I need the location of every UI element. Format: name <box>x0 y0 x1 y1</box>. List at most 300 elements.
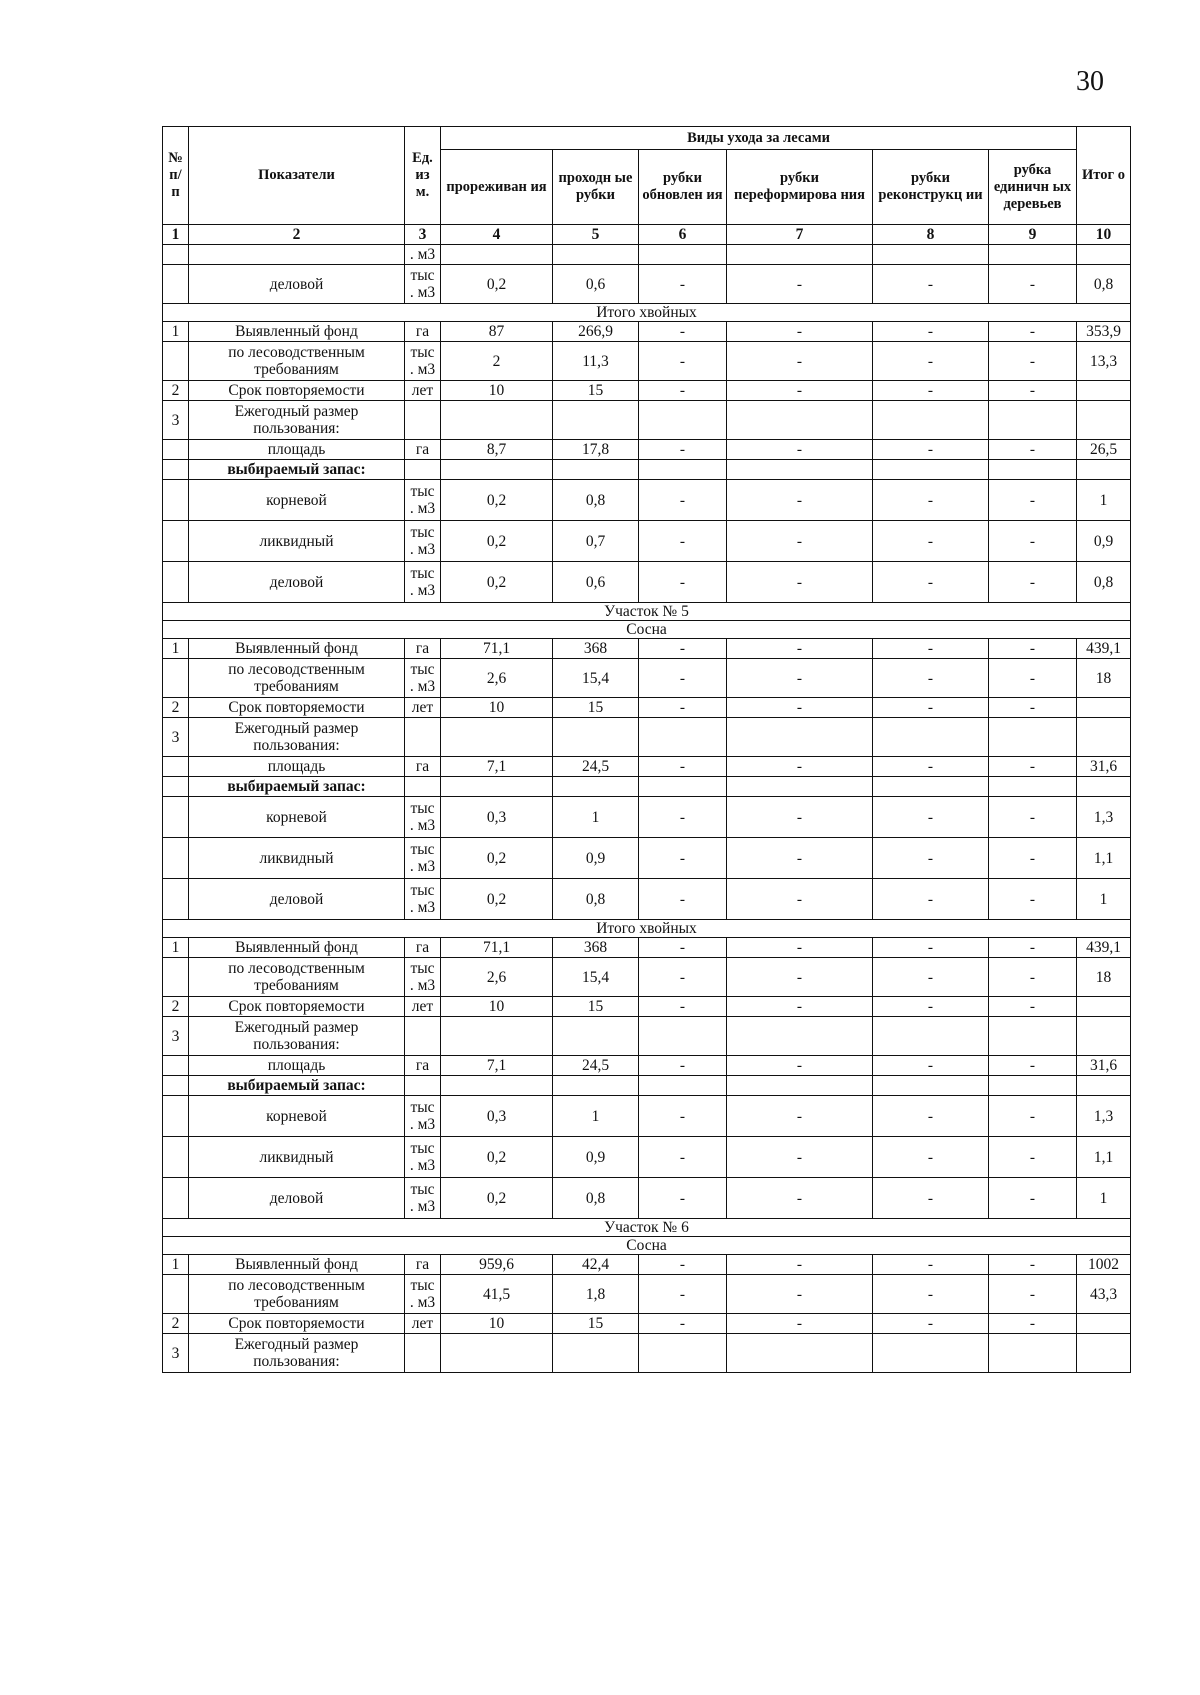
row-unit: тыс . м3 <box>405 1096 441 1137</box>
value-reform <box>727 460 873 480</box>
value-renewal: - <box>639 521 727 562</box>
row-unit: . м3 <box>405 245 441 265</box>
value-passage: 1,8 <box>553 1275 639 1314</box>
value-reconstr: - <box>873 879 989 920</box>
value-single: - <box>989 659 1077 698</box>
value-thinning <box>441 718 553 757</box>
row-label: деловой <box>189 562 405 603</box>
value-thinning: 0,3 <box>441 1096 553 1137</box>
row-number <box>163 460 189 480</box>
section-title: Участок № 5 <box>163 603 1131 621</box>
value-total <box>1077 245 1131 265</box>
value-thinning: 71,1 <box>441 639 553 659</box>
row-number <box>163 342 189 381</box>
row-unit: тыс . м3 <box>405 879 441 920</box>
col-number: 4 <box>441 225 553 245</box>
value-renewal: - <box>639 381 727 401</box>
row-label: выбираемый запас: <box>189 460 405 480</box>
value-reform: - <box>727 879 873 920</box>
value-reform <box>727 1334 873 1373</box>
value-thinning: 71,1 <box>441 938 553 958</box>
row-label: площадь <box>189 757 405 777</box>
row-number <box>163 958 189 997</box>
row-label: Ежегодный размер пользования: <box>189 401 405 440</box>
value-total: 0,9 <box>1077 521 1131 562</box>
row-number <box>163 838 189 879</box>
value-thinning: 0,2 <box>441 480 553 521</box>
value-total: 439,1 <box>1077 639 1131 659</box>
table-row <box>163 460 1131 480</box>
value-thinning: 10 <box>441 997 553 1017</box>
value-total <box>1077 1017 1131 1056</box>
row-unit: га <box>405 757 441 777</box>
value-renewal <box>639 1076 727 1096</box>
table-row <box>163 997 1131 1017</box>
value-single: - <box>989 958 1077 997</box>
row-number <box>163 659 189 698</box>
table-row <box>163 342 1131 381</box>
section-title: Участок № 6 <box>163 1219 1131 1237</box>
value-reconstr: - <box>873 521 989 562</box>
value-reform: - <box>727 1178 873 1219</box>
value-total: 353,9 <box>1077 322 1131 342</box>
value-total <box>1077 1334 1131 1373</box>
header-col-single: рубка единичн ых деревьев <box>989 150 1077 225</box>
value-thinning: 0,2 <box>441 879 553 920</box>
value-reconstr: - <box>873 639 989 659</box>
value-renewal: - <box>639 342 727 381</box>
table-row <box>163 1314 1131 1334</box>
value-passage: 0,8 <box>553 480 639 521</box>
value-passage <box>553 777 639 797</box>
table-row <box>163 245 1131 265</box>
row-label: Выявленный фонд <box>189 938 405 958</box>
value-passage: 24,5 <box>553 1056 639 1076</box>
value-renewal: - <box>639 938 727 958</box>
value-thinning: 8,7 <box>441 440 553 460</box>
value-reform: - <box>727 838 873 879</box>
row-unit: лет <box>405 1314 441 1334</box>
row-unit: га <box>405 440 441 460</box>
value-renewal: - <box>639 1178 727 1219</box>
value-passage: 15 <box>553 997 639 1017</box>
value-reform: - <box>727 1275 873 1314</box>
value-reconstr: - <box>873 562 989 603</box>
header-col-unit: Ед. из м. <box>405 127 441 225</box>
value-reform: - <box>727 1314 873 1334</box>
table-row <box>163 757 1131 777</box>
table-row <box>163 838 1131 879</box>
table-row <box>163 1017 1131 1056</box>
table-row <box>163 1255 1131 1275</box>
value-reconstr: - <box>873 342 989 381</box>
column-numbers-row <box>163 225 1131 245</box>
value-single: - <box>989 879 1077 920</box>
value-total: 1,3 <box>1077 1096 1131 1137</box>
value-total <box>1077 1076 1131 1096</box>
value-reform <box>727 777 873 797</box>
table-header <box>163 127 1131 245</box>
value-total <box>1077 460 1131 480</box>
value-passage: 0,8 <box>553 879 639 920</box>
col-number: 7 <box>727 225 873 245</box>
value-reconstr <box>873 777 989 797</box>
table-row <box>163 777 1131 797</box>
value-single: - <box>989 797 1077 838</box>
table-row <box>163 958 1131 997</box>
value-renewal <box>639 460 727 480</box>
value-thinning: 41,5 <box>441 1275 553 1314</box>
value-reform <box>727 245 873 265</box>
value-reform: - <box>727 997 873 1017</box>
value-single: - <box>989 1096 1077 1137</box>
value-reconstr <box>873 1076 989 1096</box>
value-reconstr: - <box>873 757 989 777</box>
value-single <box>989 718 1077 757</box>
row-unit: лет <box>405 698 441 718</box>
row-number: 3 <box>163 1334 189 1373</box>
value-renewal: - <box>639 322 727 342</box>
table-row <box>163 938 1131 958</box>
value-single: - <box>989 480 1077 521</box>
value-reform <box>727 1076 873 1096</box>
value-passage: 368 <box>553 938 639 958</box>
table-row <box>163 265 1131 304</box>
table-row <box>163 562 1131 603</box>
value-single: - <box>989 997 1077 1017</box>
table-row <box>163 440 1131 460</box>
table-row <box>163 1056 1131 1076</box>
value-single: - <box>989 342 1077 381</box>
row-label: площадь <box>189 440 405 460</box>
table-row <box>163 401 1131 440</box>
row-number: 1 <box>163 1255 189 1275</box>
value-thinning: 7,1 <box>441 1056 553 1076</box>
row-label: Выявленный фонд <box>189 322 405 342</box>
section-title: Итого хвойных <box>163 304 1131 322</box>
value-reform: - <box>727 381 873 401</box>
row-unit: тыс . м3 <box>405 265 441 304</box>
section-row <box>163 1237 1131 1255</box>
value-passage: 0,6 <box>553 265 639 304</box>
row-label: корневой <box>189 480 405 521</box>
value-reconstr: - <box>873 322 989 342</box>
row-label: Срок повторяемости <box>189 997 405 1017</box>
value-reform <box>727 718 873 757</box>
row-label: деловой <box>189 265 405 304</box>
value-reform: - <box>727 659 873 698</box>
value-reconstr <box>873 1334 989 1373</box>
row-unit: тыс . м3 <box>405 342 441 381</box>
value-single: - <box>989 639 1077 659</box>
value-passage: 17,8 <box>553 440 639 460</box>
value-single: - <box>989 381 1077 401</box>
forest-care-table <box>162 126 1131 1373</box>
table-row <box>163 718 1131 757</box>
value-renewal: - <box>639 698 727 718</box>
header-col-reform: рубки переформирова ния <box>727 150 873 225</box>
row-unit: тыс . м3 <box>405 521 441 562</box>
row-number <box>163 879 189 920</box>
value-reconstr: - <box>873 938 989 958</box>
value-renewal: - <box>639 659 727 698</box>
col-number: 5 <box>553 225 639 245</box>
value-renewal: - <box>639 562 727 603</box>
row-unit: тыс . м3 <box>405 1275 441 1314</box>
row-number: 3 <box>163 401 189 440</box>
row-number: 3 <box>163 718 189 757</box>
value-passage <box>553 245 639 265</box>
table-row <box>163 879 1131 920</box>
value-total: 1 <box>1077 879 1131 920</box>
col-number: 8 <box>873 225 989 245</box>
value-total: 31,6 <box>1077 757 1131 777</box>
value-passage <box>553 401 639 440</box>
value-reform: - <box>727 1255 873 1275</box>
row-label: выбираемый запас: <box>189 777 405 797</box>
row-number <box>163 265 189 304</box>
row-unit <box>405 1076 441 1096</box>
row-label: выбираемый запас: <box>189 1076 405 1096</box>
value-renewal <box>639 245 727 265</box>
table-row <box>163 1137 1131 1178</box>
value-single: - <box>989 1314 1077 1334</box>
row-number: 1 <box>163 938 189 958</box>
row-label <box>189 245 405 265</box>
row-unit <box>405 718 441 757</box>
value-thinning: 2 <box>441 342 553 381</box>
row-number <box>163 440 189 460</box>
row-label: по лесоводственным требованиям <box>189 342 405 381</box>
row-number <box>163 1137 189 1178</box>
col-number: 2 <box>189 225 405 245</box>
value-total <box>1077 698 1131 718</box>
table-row <box>163 322 1131 342</box>
value-thinning <box>441 245 553 265</box>
row-number: 2 <box>163 698 189 718</box>
table-row <box>163 480 1131 521</box>
row-label: Ежегодный размер пользования: <box>189 1334 405 1373</box>
value-reform: - <box>727 265 873 304</box>
header-col-passage: проходн ые рубки <box>553 150 639 225</box>
value-reconstr: - <box>873 1056 989 1076</box>
value-passage: 0,6 <box>553 562 639 603</box>
row-unit: га <box>405 938 441 958</box>
row-number <box>163 1275 189 1314</box>
value-passage: 0,8 <box>553 1178 639 1219</box>
value-reconstr: - <box>873 1275 989 1314</box>
value-single: - <box>989 1275 1077 1314</box>
value-reconstr: - <box>873 958 989 997</box>
section-title: Сосна <box>163 621 1131 639</box>
row-label: Срок повторяемости <box>189 698 405 718</box>
value-renewal: - <box>639 440 727 460</box>
value-passage: 15 <box>553 698 639 718</box>
row-unit <box>405 777 441 797</box>
value-single: - <box>989 757 1077 777</box>
value-total: 18 <box>1077 659 1131 698</box>
row-label: Срок повторяемости <box>189 1314 405 1334</box>
section-title: Итого хвойных <box>163 920 1131 938</box>
value-passage: 0,7 <box>553 521 639 562</box>
value-thinning: 0,2 <box>441 1137 553 1178</box>
value-passage: 42,4 <box>553 1255 639 1275</box>
value-thinning: 2,6 <box>441 958 553 997</box>
value-single <box>989 460 1077 480</box>
table-body <box>163 245 1131 1373</box>
value-reform: - <box>727 639 873 659</box>
value-single: - <box>989 1178 1077 1219</box>
value-total: 26,5 <box>1077 440 1131 460</box>
row-number: 1 <box>163 639 189 659</box>
row-unit: лет <box>405 381 441 401</box>
col-number: 9 <box>989 225 1077 245</box>
row-number <box>163 245 189 265</box>
row-label: деловой <box>189 879 405 920</box>
value-total: 439,1 <box>1077 938 1131 958</box>
value-reconstr: - <box>873 440 989 460</box>
value-renewal: - <box>639 797 727 838</box>
row-unit: га <box>405 322 441 342</box>
value-reform: - <box>727 757 873 777</box>
row-unit: тыс . м3 <box>405 562 441 603</box>
header-col-thinning: прореживан ия <box>441 150 553 225</box>
value-reform: - <box>727 698 873 718</box>
col-number: 3 <box>405 225 441 245</box>
value-thinning <box>441 401 553 440</box>
value-single: - <box>989 938 1077 958</box>
value-renewal: - <box>639 1255 727 1275</box>
value-total <box>1077 718 1131 757</box>
row-label: ликвидный <box>189 521 405 562</box>
row-number <box>163 797 189 838</box>
value-renewal: - <box>639 757 727 777</box>
value-renewal <box>639 1017 727 1056</box>
value-reform: - <box>727 521 873 562</box>
value-renewal: - <box>639 1314 727 1334</box>
header-col-total: Итог о <box>1077 127 1131 225</box>
row-unit: тыс . м3 <box>405 480 441 521</box>
value-thinning: 0,2 <box>441 521 553 562</box>
row-label: Ежегодный размер пользования: <box>189 718 405 757</box>
value-reform: - <box>727 938 873 958</box>
value-single <box>989 777 1077 797</box>
value-single: - <box>989 1255 1077 1275</box>
value-single <box>989 401 1077 440</box>
value-renewal: - <box>639 480 727 521</box>
header-col-reconstr: рубки реконструкц ии <box>873 150 989 225</box>
value-thinning: 0,2 <box>441 562 553 603</box>
value-single <box>989 1017 1077 1056</box>
value-passage: 0,9 <box>553 1137 639 1178</box>
row-unit <box>405 401 441 440</box>
section-title: Сосна <box>163 1237 1131 1255</box>
value-renewal: - <box>639 1056 727 1076</box>
row-number <box>163 1178 189 1219</box>
value-thinning <box>441 1076 553 1096</box>
value-reform: - <box>727 1056 873 1076</box>
row-unit: тыс . м3 <box>405 797 441 838</box>
col-number: 6 <box>639 225 727 245</box>
value-reform: - <box>727 440 873 460</box>
value-reconstr <box>873 460 989 480</box>
value-passage <box>553 1334 639 1373</box>
value-total: 0,8 <box>1077 562 1131 603</box>
row-unit: тыс . м3 <box>405 659 441 698</box>
value-single <box>989 1334 1077 1373</box>
value-passage: 1 <box>553 797 639 838</box>
section-row <box>163 621 1131 639</box>
value-passage: 24,5 <box>553 757 639 777</box>
value-renewal: - <box>639 1275 727 1314</box>
value-reform: - <box>727 562 873 603</box>
table-row <box>163 659 1131 698</box>
value-reconstr: - <box>873 997 989 1017</box>
row-unit <box>405 1334 441 1373</box>
value-thinning: 10 <box>441 698 553 718</box>
row-label: Срок повторяемости <box>189 381 405 401</box>
value-passage: 15,4 <box>553 958 639 997</box>
value-thinning: 0,2 <box>441 265 553 304</box>
header-col-renewal: рубки обновлен ия <box>639 150 727 225</box>
value-passage <box>553 1017 639 1056</box>
value-thinning: 87 <box>441 322 553 342</box>
value-reform: - <box>727 797 873 838</box>
row-label: корневой <box>189 797 405 838</box>
value-reform: - <box>727 322 873 342</box>
value-reform: - <box>727 1137 873 1178</box>
section-row <box>163 920 1131 938</box>
value-total: 1 <box>1077 1178 1131 1219</box>
section-row <box>163 1219 1131 1237</box>
row-number: 3 <box>163 1017 189 1056</box>
row-number: 2 <box>163 997 189 1017</box>
value-renewal <box>639 401 727 440</box>
row-label: Ежегодный размер пользования: <box>189 1017 405 1056</box>
value-single: - <box>989 838 1077 879</box>
row-unit: тыс . м3 <box>405 1178 441 1219</box>
value-thinning: 0,3 <box>441 797 553 838</box>
row-number: 1 <box>163 322 189 342</box>
value-reconstr <box>873 245 989 265</box>
value-total: 43,3 <box>1077 1275 1131 1314</box>
value-total: 31,6 <box>1077 1056 1131 1076</box>
value-passage <box>553 460 639 480</box>
value-reconstr: - <box>873 1178 989 1219</box>
value-single <box>989 1076 1077 1096</box>
value-total: 0,8 <box>1077 265 1131 304</box>
table-row <box>163 1096 1131 1137</box>
row-number <box>163 757 189 777</box>
section-row <box>163 304 1131 322</box>
value-passage: 1 <box>553 1096 639 1137</box>
value-renewal: - <box>639 958 727 997</box>
header-group-title: Виды ухода за лесами <box>441 127 1077 150</box>
row-unit <box>405 460 441 480</box>
value-total <box>1077 401 1131 440</box>
header-col-indicator: Показатели <box>189 127 405 225</box>
row-unit: тыс . м3 <box>405 838 441 879</box>
value-passage: 0,9 <box>553 838 639 879</box>
value-single: - <box>989 562 1077 603</box>
value-reconstr: - <box>873 381 989 401</box>
row-unit: га <box>405 1255 441 1275</box>
value-total: 1,3 <box>1077 797 1131 838</box>
value-total: 1,1 <box>1077 1137 1131 1178</box>
value-thinning: 2,6 <box>441 659 553 698</box>
row-unit: тыс . м3 <box>405 958 441 997</box>
row-label: по лесоводственным требованиям <box>189 659 405 698</box>
